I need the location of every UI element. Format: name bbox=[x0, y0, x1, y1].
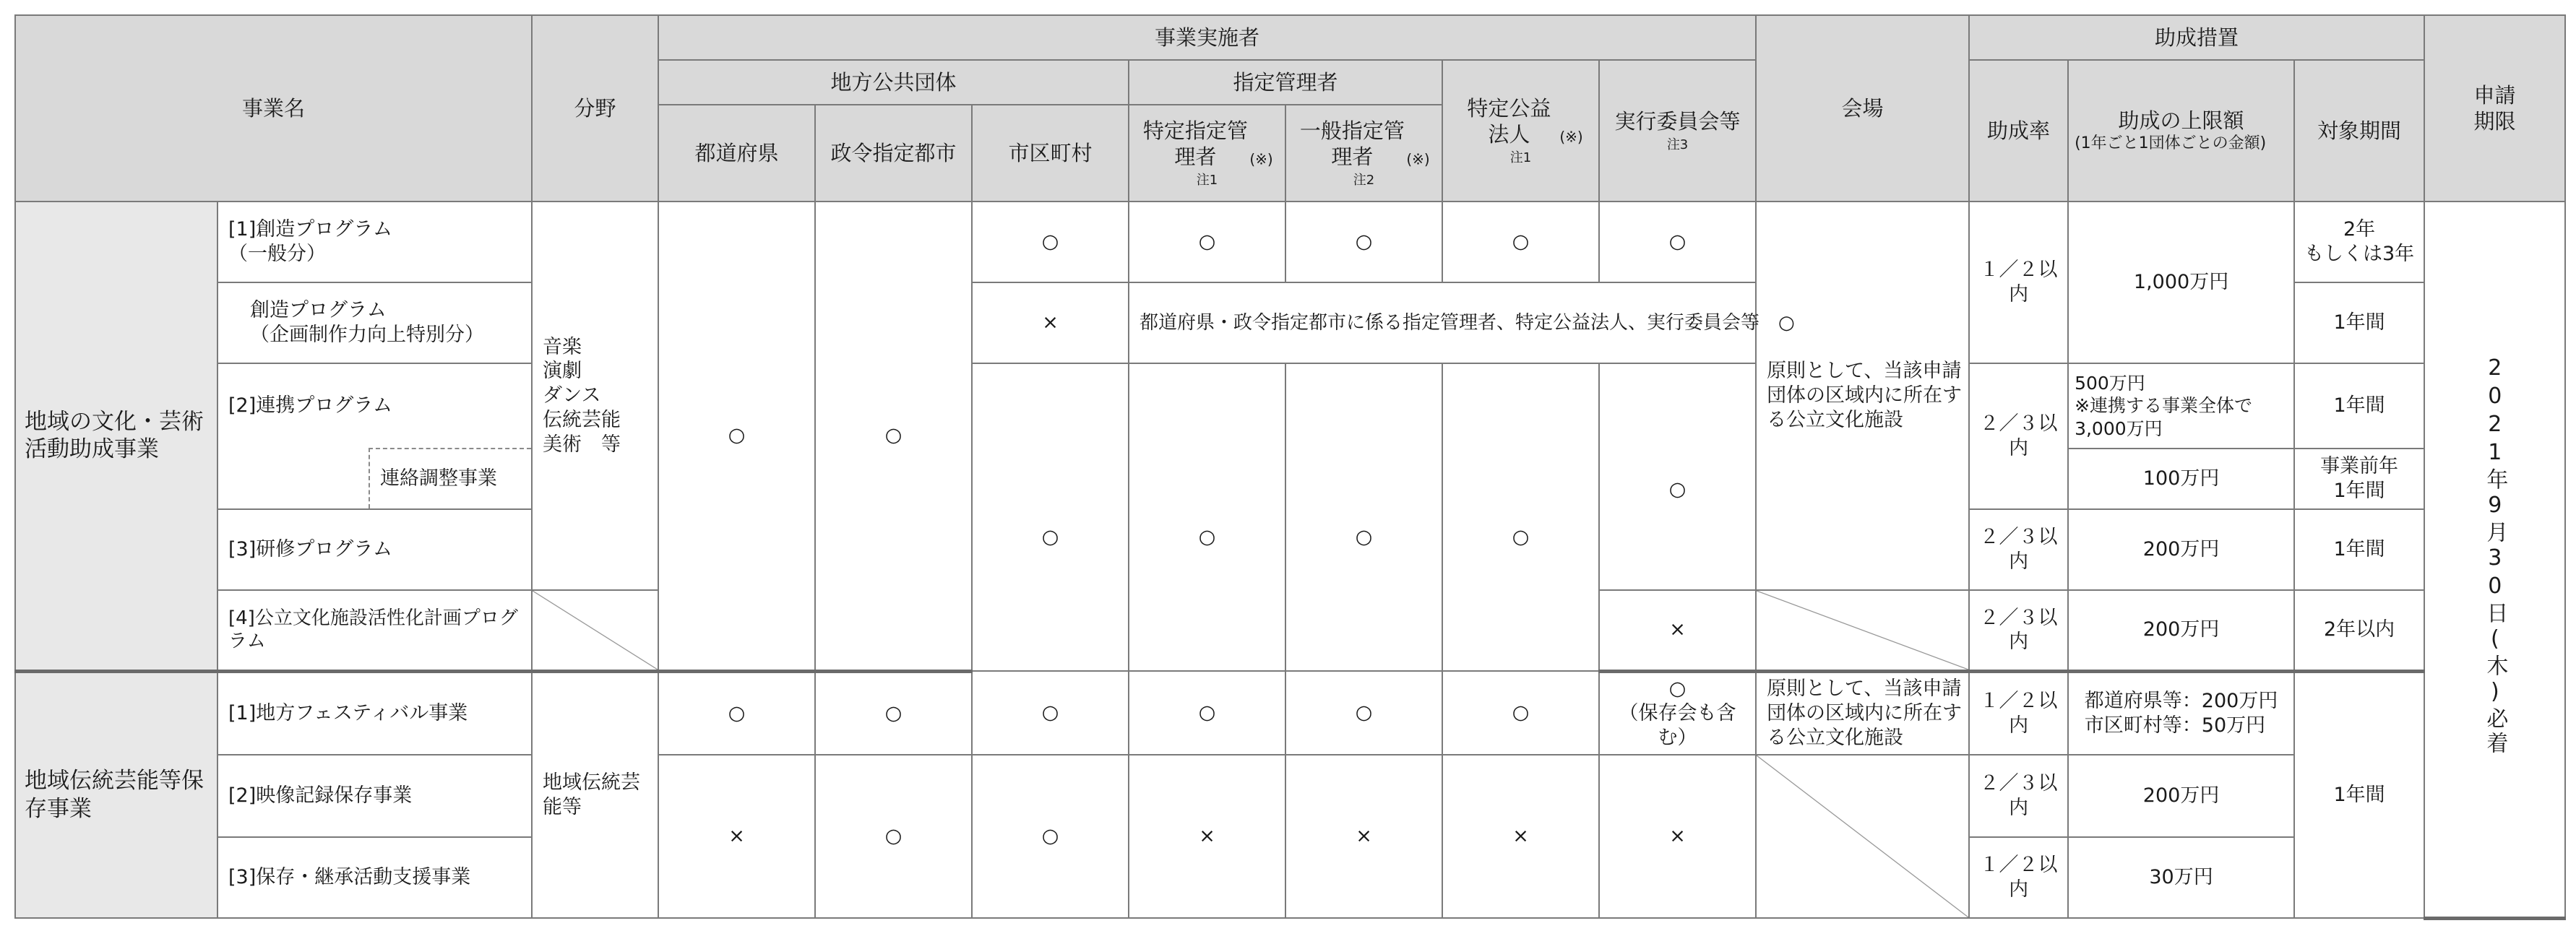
period-coordination: 事業前年 1年間 bbox=[2294, 449, 2424, 509]
period-traditional: 1年間 bbox=[2294, 671, 2424, 918]
mark-public-interest-traditional: × bbox=[1442, 755, 1599, 918]
period-creation-general: 2年 もしくは3年 bbox=[2294, 202, 2424, 282]
category-traditional-arts: 地域伝統芸能等保存事業 bbox=[15, 671, 217, 918]
mark-city-regional: ○ bbox=[815, 202, 972, 671]
program-cooperation: [2]連携プログラム bbox=[217, 363, 532, 449]
mark-general-mgr-regional bbox=[1285, 363, 1442, 671]
mark-public-interest-regional bbox=[1442, 363, 1599, 671]
header-local-gov: 地方公共団体 bbox=[658, 60, 1129, 105]
header-general-mgr bbox=[1285, 105, 1442, 202]
header-implementer: 事業実施者 bbox=[658, 15, 1756, 60]
field-traditional: 地域伝統芸能等 bbox=[532, 671, 658, 918]
limit-festival bbox=[2068, 671, 2294, 755]
header-special-mgr-note: 注1 bbox=[1196, 173, 1218, 188]
limit-creation: 1,000万円 bbox=[2068, 202, 2294, 363]
creation-special-span: 都道府県・政令指定都市に係る指定管理者、特定公益法人、実行委員会等 ○ bbox=[1129, 282, 1969, 363]
program-revitalization: [4]公立文化施設活性化計画プログラム bbox=[217, 590, 532, 671]
mark-municipality-festival: ○ bbox=[972, 671, 1129, 755]
mark-prefecture-regional: ○ bbox=[658, 202, 815, 671]
program-coordination: 連絡調整事業 bbox=[369, 449, 532, 509]
header-limit-detail: (1年ごと1団体ごとの金額) bbox=[2075, 134, 2267, 153]
venue-regional-arts: 原則として、当該申請団体の区域内に所在する公立文化施設 bbox=[1756, 202, 1969, 590]
header-general-mgr-mark: (※) bbox=[1406, 150, 1430, 168]
limit-coordination: 100万円 bbox=[2068, 449, 2294, 509]
field-revitalization-empty bbox=[532, 590, 658, 671]
mark-public-interest-regional-text: ○ bbox=[1512, 526, 1530, 549]
mark-committee-regional-text: ○ bbox=[1668, 478, 1687, 501]
mark-special-mgr-festival: ○ bbox=[1129, 671, 1285, 755]
venue-revitalization-empty bbox=[1756, 590, 1969, 671]
mark-municipality-traditional: ○ bbox=[972, 755, 1129, 918]
header-deadline bbox=[2424, 15, 2565, 202]
header-special-mgr bbox=[1129, 105, 1285, 202]
header-committee-note: 注3 bbox=[1666, 137, 1689, 152]
venue-traditional-empty bbox=[1756, 755, 1969, 918]
header-designated-city: 政令指定都市 bbox=[815, 105, 972, 202]
mark-committee-traditional: × bbox=[1599, 755, 1756, 918]
program-support: [3]保存・継承活動支援事業 bbox=[217, 837, 532, 918]
mark-municipality-regional bbox=[972, 363, 1129, 671]
rate-creation: １／２以内 bbox=[1969, 202, 2068, 363]
program-creation-special bbox=[217, 282, 532, 363]
limit-cooperation-text: 500万円 ※連携する事業全体で3,000万円 bbox=[2075, 373, 2253, 439]
mark-city-festival: ○ bbox=[815, 671, 972, 755]
mark-public-interest-festival: ○ bbox=[1442, 671, 1599, 755]
rate-video: ２／３以内 bbox=[1969, 755, 2068, 837]
rate-festival: １／２以内 bbox=[1969, 671, 2068, 755]
mark-municipality-regional-text: ○ bbox=[1041, 526, 1059, 549]
rate-cooperation: ２／３以内 bbox=[1969, 363, 2068, 509]
header-general-mgr-note: 注2 bbox=[1353, 173, 1375, 188]
rate-revitalization: ２／３以内 bbox=[1969, 590, 2068, 671]
period-creation-special: 1年間 bbox=[2294, 282, 2424, 363]
deadline-value: 2021年9月30日(木)必着 bbox=[2482, 355, 2508, 757]
program-festival: [1]地方フェスティバル事業 bbox=[217, 671, 532, 755]
mark-public-interest-creation: ○ bbox=[1442, 202, 1599, 282]
header-public-interest bbox=[1442, 60, 1599, 202]
period-revitalization: 2年以内 bbox=[2294, 590, 2424, 671]
limit-revitalization: 200万円 bbox=[2068, 590, 2294, 671]
header-limit bbox=[2068, 60, 2294, 202]
program-training: [3]研修プログラム bbox=[217, 509, 532, 590]
mark-prefecture-festival: ○ bbox=[658, 671, 815, 755]
header-public-interest-note: 注1 bbox=[1509, 150, 1532, 165]
header-project-name: 事業名 bbox=[15, 15, 532, 202]
mark-committee-creation: ○ bbox=[1599, 202, 1756, 282]
header-rate: 助成率 bbox=[1969, 60, 2068, 202]
program-creation-special-text: 創造プログラム （企画制作力向上特別分） bbox=[250, 299, 484, 346]
header-special-mgr-mark: (※) bbox=[1249, 150, 1273, 168]
header-prefecture: 都道府県 bbox=[658, 105, 815, 202]
mark-general-mgr-festival: ○ bbox=[1285, 671, 1442, 755]
mark-committee-revitalization: × bbox=[1599, 590, 1756, 671]
header-designated-mgr: 指定管理者 bbox=[1129, 60, 1442, 105]
header-general-mgr-label: 一般指定管理者 bbox=[1299, 118, 1405, 169]
header-public-interest-label: 特定公益法人 bbox=[1467, 95, 1551, 147]
venue-festival: 原則として、当該申請団体の区域内に所在する公立文化施設 bbox=[1756, 671, 1969, 755]
deadline-cell bbox=[2424, 202, 2565, 918]
limit-festival-text: 都道府県等：200万円 市区町村等：50万円 bbox=[2084, 690, 2278, 737]
period-training: 1年間 bbox=[2294, 509, 2424, 590]
mark-committee-festival: ○ （保存会も含む） bbox=[1599, 671, 1756, 755]
header-subsidy: 助成措置 bbox=[1969, 15, 2424, 60]
mark-special-mgr-regional bbox=[1129, 363, 1285, 671]
header-period: 対象期間 bbox=[2294, 60, 2424, 202]
header-venue: 会場 bbox=[1756, 15, 1969, 202]
limit-cooperation bbox=[2068, 363, 2294, 449]
rate-support: １／２以内 bbox=[1969, 837, 2068, 918]
mark-city-traditional: ○ bbox=[815, 755, 972, 918]
mark-general-mgr-creation: ○ bbox=[1285, 202, 1442, 282]
period-cooperation: 1年間 bbox=[2294, 363, 2424, 449]
header-deadline-text: 申請期限 bbox=[2473, 82, 2516, 134]
mark-special-mgr-regional-text: ○ bbox=[1198, 526, 1216, 549]
field-arts: 音楽 演劇 ダンス 伝統芸能 美術 等 bbox=[532, 202, 658, 590]
header-committee bbox=[1599, 60, 1756, 202]
header-committee-label: 実行委員会等 bbox=[1614, 108, 1741, 134]
header-municipality: 市区町村 bbox=[972, 105, 1129, 202]
mark-committee-regional bbox=[1599, 363, 1756, 590]
header-field: 分野 bbox=[532, 15, 658, 202]
limit-video: 200万円 bbox=[2068, 755, 2294, 837]
mark-municipality-creation-special: × bbox=[972, 282, 1129, 363]
header-special-mgr-label: 特定指定管理者 bbox=[1142, 118, 1248, 169]
mark-special-mgr-traditional: × bbox=[1129, 755, 1285, 918]
header-limit-label: 助成の上限額 bbox=[2118, 108, 2244, 134]
mark-municipality-creation: ○ bbox=[972, 202, 1129, 282]
rate-training: ２／３以内 bbox=[1969, 509, 2068, 590]
coordination-spacer bbox=[217, 449, 369, 509]
mark-prefecture-traditional: × bbox=[658, 755, 815, 918]
program-creation-general: [1]創造プログラム （一般分） bbox=[217, 202, 532, 282]
limit-support: 30万円 bbox=[2068, 837, 2294, 918]
limit-training: 200万円 bbox=[2068, 509, 2294, 590]
mark-general-mgr-regional-text: ○ bbox=[1355, 526, 1373, 549]
mark-special-mgr-creation: ○ bbox=[1129, 202, 1285, 282]
grant-program-table bbox=[14, 14, 2566, 920]
mark-general-mgr-traditional: × bbox=[1285, 755, 1442, 918]
category-regional-arts: 地域の文化・芸術活動助成事業 bbox=[15, 202, 217, 671]
program-video: [2]映像記録保存事業 bbox=[217, 755, 532, 837]
header-public-interest-mark: (※) bbox=[1559, 127, 1583, 145]
